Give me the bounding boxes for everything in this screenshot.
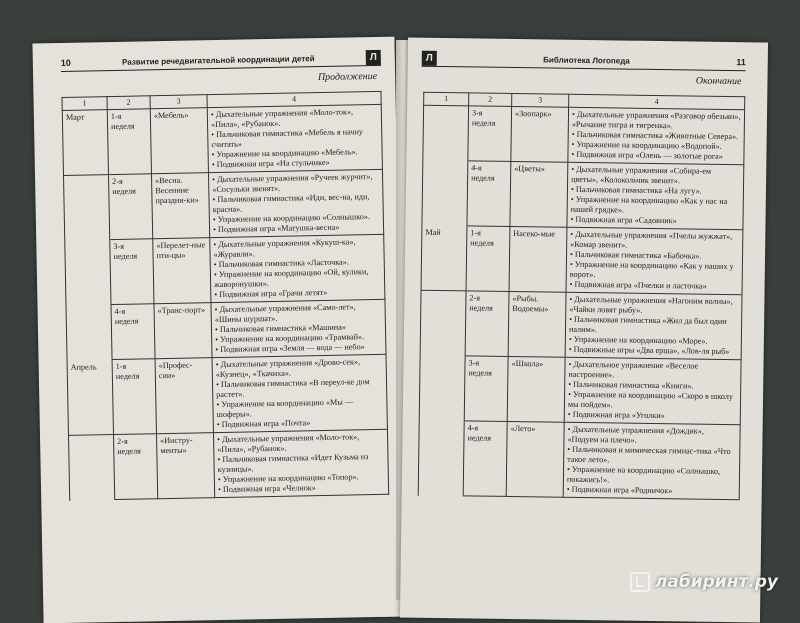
week-cell: 3-я неделя [464,356,508,422]
month-cell [68,434,114,500]
table-body [418,105,744,499]
series-logo: Л [366,49,381,64]
header-cell: 1 [62,97,107,111]
activities-cell: • Дыхательные упражнения «Дрово-сек», «Кузнец», «Ткачиха». • Пальчиковая гимнастика «В переул-ке дом растет». • Упражнение на координацию «Мы — шоферы». • Подвижная игра «Почта» [212,354,387,432]
month-cell: Март [62,109,108,175]
activities-cell: • Дыхательные упражнения «Дождик», «Подуем на плечо». • Пальчиковая и мимическая гимнас-тика «Что такое лето». • Упражнение на координацию «Солнышко, покажись!». • Подвижная игра «Родничок» [563,422,740,499]
theme-cell: «Цветы» [510,161,568,227]
month-cell: Май [421,225,467,291]
continuation-label: Продолжение [317,70,378,84]
activities-cell: • Дыхательные упражнения «Нагоним волны», «Чайки ловят рыбу». • Пальчиковая гимнастика «Жил да был один налим». • Упражнение на координацию «Море». • Подвижные игры «Два ерша», «Лов-ля рыб» [565,292,742,359]
week-cell: 3-я неделя [468,106,512,162]
table-row [63,169,383,240]
right-page [400,38,768,623]
header-cell: 4 [207,91,381,107]
week-cell: 2-я неделя [108,174,152,240]
header-cell: 3 [512,93,569,107]
header-cell: 2 [469,93,512,106]
month-cell [422,160,468,226]
schedule-table [418,92,746,500]
week-cell: 4-я неделя [463,421,507,497]
theme-cell: «Весна. Весенние праздни-ки» [151,172,209,238]
watermark-text: лабиринт.ру [654,572,778,592]
month-cell [419,355,465,421]
running-title: Развитие речедвигательной координации детей [121,53,315,67]
month-cell [65,239,111,305]
month-cell [423,105,469,161]
month-cell [63,174,109,240]
theme-cell: «Перелет-ные пти-цы» [153,237,211,303]
month-cell [66,304,112,360]
table-row [422,160,744,229]
table-row [418,420,740,499]
activities-cell: • Дыхательные упражнения «Моло-ток», «Пила», «Рубанок». • Пальчиковая гимнастика «Идет Кузьма из кузницы». • Упражнение на координацию «Топор». • Подвижная игра «Челнок» [213,429,388,497]
table-row [68,429,388,500]
table-row [423,105,745,164]
series-logo: Л [422,50,437,65]
running-title: Библиотека Логопеда [543,54,630,66]
activities-cell: • Дыхательные упражнения «Собира-ем цветы», «Колокольчик звенит». • Пальчиковая гимнастика «На лугу». • Упражнение на координацию «Как у нас на нашей грядке». • Подвижная игра «Садовник» [567,162,744,229]
table-body [62,104,388,500]
page-number: 11 [736,57,746,68]
running-head [422,50,746,72]
week-cell: 4-я неделя [467,161,511,227]
activities-cell: • Дыхательные упражнения «Само-лет», «Шины шуршат». • Пальчиковая гимнастика «Машина» • Упражнение на координацию «Трамвай». • Подвижная игра «Земля — вода — небо» [211,299,386,357]
theme-cell: «Зоопарк» [511,106,569,162]
table-row [421,225,743,294]
running-head [61,49,381,72]
theme-cell: «Мебель» [150,107,208,173]
theme-cell: «Транс-порт» [154,302,212,358]
watermark [630,572,778,592]
header-cell: 4 [569,94,745,109]
left-page [32,37,405,623]
table-row [419,355,741,424]
month-cell: Апрель [67,359,113,435]
table-row [62,104,382,175]
activities-cell: • Дыхательные упражнения «Кукуш-ка», «Журавли». • Пальчиковая гимнастика «Ласточка». • Упражнение на координацию «Ой, кулики, жаворонушки». • Подвижная игра «Грачи летят» [210,234,385,302]
activities-cell: • Дыхательные упражнения «Пчелы жужжат», «Комар звенит». • Пальчиковая гимнастика «Бабочка». • Упражнение на координацию «Как у наших у ворот». • Подвижная игра «Пчелки и ласточка» [566,227,743,294]
theme-cell: «Профес-сии» [155,357,213,433]
table-row [65,234,385,305]
week-cell: 1-я неделя [466,226,510,292]
week-cell: 4-я неделя [111,303,155,359]
table-row [420,290,742,359]
labirint-logo-icon [630,572,650,592]
week-cell: 1-я неделя [107,109,151,175]
page-number: 10 [60,57,71,68]
theme-cell: «Рыбы. Водоемы» [508,291,566,357]
activities-cell: • Дыхательные упражнения «Ручеек журчит», «Сосульки звенят». • Пальчиковая гимнастика «Иди, вес-на, иди, красна». • Упражнение на координацию «Солнышко». • Подвижная игра «Матушка-весна» [208,169,383,237]
theme-cell: Насеко-мые [509,226,567,292]
header-cell: 3 [150,95,207,109]
week-cell: 2-я неделя [113,433,157,499]
activities-cell: • Дыхательные упражнения «Моло-ток», «Пила», «Рубанок». • Пальчиковая гимнастика «Мебель я начну считать» • Упражнение на координацию «Мебель». • Подвижная игра «На стульчике» [207,104,382,172]
table-row [66,299,386,360]
theme-cell: «Школа» [507,356,565,422]
month-cell [418,420,464,496]
table-row [67,354,387,435]
theme-cell: «Инстру-менты» [156,432,214,498]
activities-cell: • Дыхательные упражнения «Разговор обезьян», «Рычание тигра и тигренка». • Пальчиковая гимнастика «Животные Севера». • Упражнение на координацию «Водопой». • Подвижная игра «Олень — золотые рога» [568,107,745,164]
week-cell: 1-я неделя [112,358,156,434]
month-cell [420,290,466,356]
header-cell: 2 [107,96,150,110]
week-cell: 2-я неделя [465,291,509,357]
activities-cell: • Дыхательное упражнение «Веселое настроение». • Пальчиковая гимнастика «Книги». • Упражнение на координацию «Скоро в школу мы пойдем». • Подвижная игра «Уголки» [564,357,741,424]
continuation-label: Окончание [695,75,742,88]
schedule-table [61,91,389,501]
week-cell: 3-я неделя [110,239,154,305]
theme-cell: «Лето» [506,421,564,497]
header-cell: 1 [424,92,469,105]
